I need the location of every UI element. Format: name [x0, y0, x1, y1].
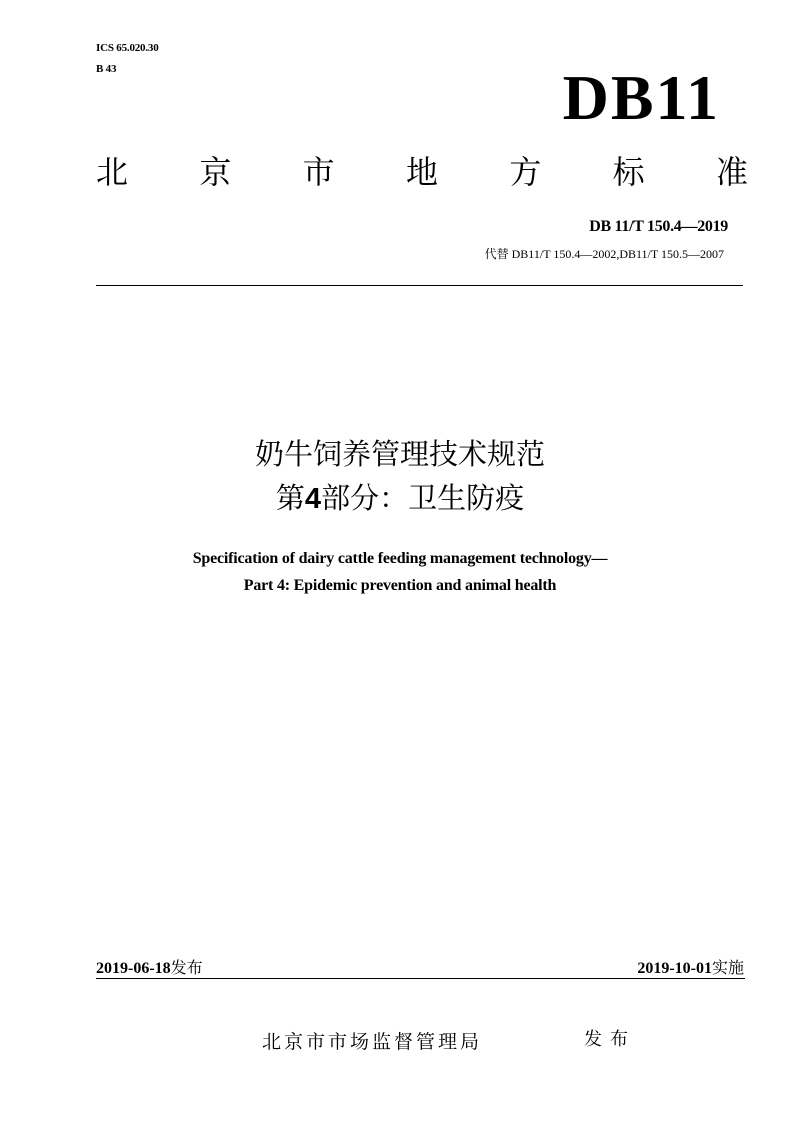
issuer-action: 发布	[584, 1029, 636, 1050]
implement-date-row	[637, 960, 744, 977]
issue-date: 2019-06-18	[96, 960, 171, 977]
english-title-line2: Part 4: Epidemic prevention and animal health	[243, 577, 557, 594]
part-prefix: 第	[275, 481, 305, 515]
replaces-note: 代替 DB11/T 150.4—2002,DB11/T 150.5—2007	[484, 247, 724, 261]
standard-type-char: 方	[509, 153, 542, 191]
header-divider	[96, 285, 743, 286]
ccs-code: B 43	[96, 63, 117, 75]
implement-label: 实施	[711, 958, 744, 977]
chinese-title-line1: 奶牛饲养管理技术规范	[254, 437, 545, 471]
standard-type-char: 地	[405, 153, 438, 191]
standard-number: DB 11/T 150.4—2019	[589, 218, 728, 235]
standard-type-char: 准	[715, 153, 748, 191]
chinese-title-line2	[0, 481, 800, 515]
standard-type-char: 市	[302, 153, 335, 191]
standard-type-char: 北	[96, 153, 129, 191]
english-title-line1: Specification of dairy cattle feeding management technology—	[192, 550, 608, 567]
issue-label: 发布	[170, 958, 203, 977]
standard-type-heading	[96, 153, 748, 191]
part-suffix: 部分：卫生防疫	[321, 481, 525, 515]
issue-date-row	[96, 960, 203, 977]
standard-type-char: 标	[612, 153, 645, 191]
ics-code: ICS 65.020.30	[96, 42, 159, 54]
db11-logo: DB11	[562, 62, 720, 133]
implement-date: 2019-10-01	[637, 960, 712, 977]
footer-divider	[96, 978, 745, 979]
standard-type-char: 京	[199, 153, 232, 191]
part-number: 4	[304, 483, 322, 515]
issuing-authority: 北京市市场监督管理局	[262, 1031, 483, 1053]
